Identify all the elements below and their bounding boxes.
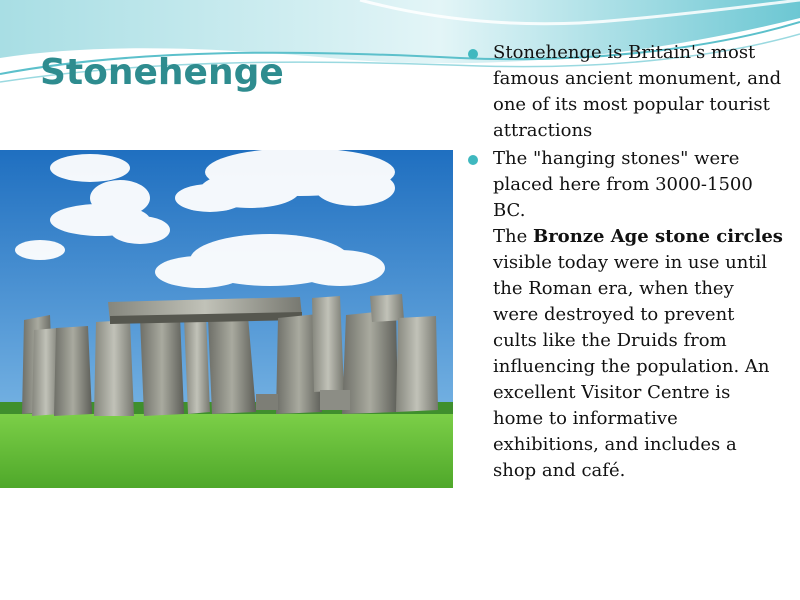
bullet-text: Stonehenge is Britain's most famous ancient monument, and one of its most popular tourist attractions (493, 42, 782, 141)
bullet-text-bold: Bronze Age stone circles (532, 226, 783, 247)
bullet-dot-icon (468, 49, 478, 59)
stonehenge-photo (0, 150, 453, 488)
bullet-list (466, 40, 784, 486)
page-title: Stonehenge (40, 52, 284, 93)
bullet-text-pre: The (493, 226, 533, 247)
bullet-text-post: visible today were in use until the Roman era, when they were destroyed to prevent cults like the Druids from influencing the population. An excellent Visitor Centre is home to informative exhibitions, and includes a shop and café. (493, 252, 770, 481)
bullet-item (466, 40, 784, 144)
bullet-text-line1: The "hanging stones" were placed here from 3000-1500 BC. (493, 148, 753, 221)
bullet-dot-icon (468, 155, 478, 165)
bullet-item (466, 146, 784, 484)
